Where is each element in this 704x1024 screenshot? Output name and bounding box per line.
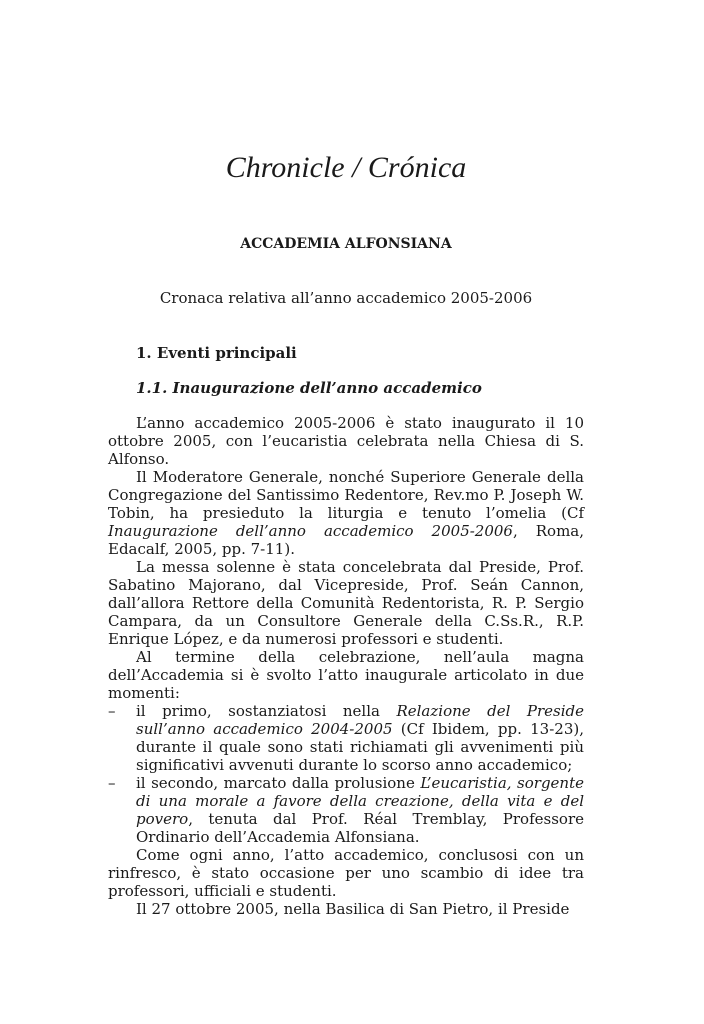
list-item: – il primo, sostanziatosi nella Relazione del Preside sull’anno accademico 2004-2005 (Cf Ibidem, pp. 13-23), durante il quale sono stati richiamati gli avvenimenti più significativi avvenuti durante lo scorso anno accademico; [108,702,585,774]
section-heading: 1. Eventi principali [136,344,297,362]
organization-heading: ACCADEMIA ALFONSIANA [240,236,452,252]
paragraph: Al termine della celebrazione, nell’aula magna dell’Accademia si è svolto l’atto inaugurale articolato in due momenti: [108,648,584,702]
bullet-dash: – [108,774,116,792]
body-text [108,414,584,918]
bullet-dash: – [108,702,116,720]
paragraph: L’anno accademico 2005-2006 è stato inaugurato il 10 ottobre 2005, con l’eucaristia celebrata nella Chiesa di S. Alfonso. [108,414,584,468]
list-item: – il secondo, marcato dalla prolusione L’eucaristia, sorgente di una morale a favore della creazione, della vita e del povero, tenuta dal Prof. Réal Tremblay, Professore Ordinario dell’Accademia Alfonsiana. [108,774,584,846]
subsection-heading: 1.1. Inaugurazione dell’anno accademico [136,379,482,397]
paragraph: La messa solenne è stata concelebrata dal Preside, Prof. Sabatino Majorano, dal Vicepreside, Prof. Seán Cannon, dall’allora Rettore della Comunità Redentorista, R. P. Sergio Campara, da un Consultore Generale della C.Ss.R., R.P. Enrique López, e da numerosi professori e studenti. [108,558,584,648]
page-title: Chronicle / Crónica [225,151,467,184]
paragraph: Come ogni anno, l’atto accademico, conclusosi con un rinfresco, è stato occasione per uno scambio di idee tra professori, ufficiali e studenti. [108,846,584,900]
paragraph: Il 27 ottobre 2005, nella Basilica di San Pietro, il Preside [136,900,570,918]
chronicle-subtitle: Cronaca relativa all’anno accademico 2005-2006 [159,289,533,307]
paragraph: Il Moderatore Generale, nonché Superiore Generale della Congregazione del Santissimo Redentore, Rev.mo P. Joseph W. Tobin, ha presieduto la liturgia e tenuto l’omelia (Cf Inaugurazione dell’anno accademico 2005-2006, Roma, Edacalf, 2005, pp. 7-11). [108,468,585,558]
